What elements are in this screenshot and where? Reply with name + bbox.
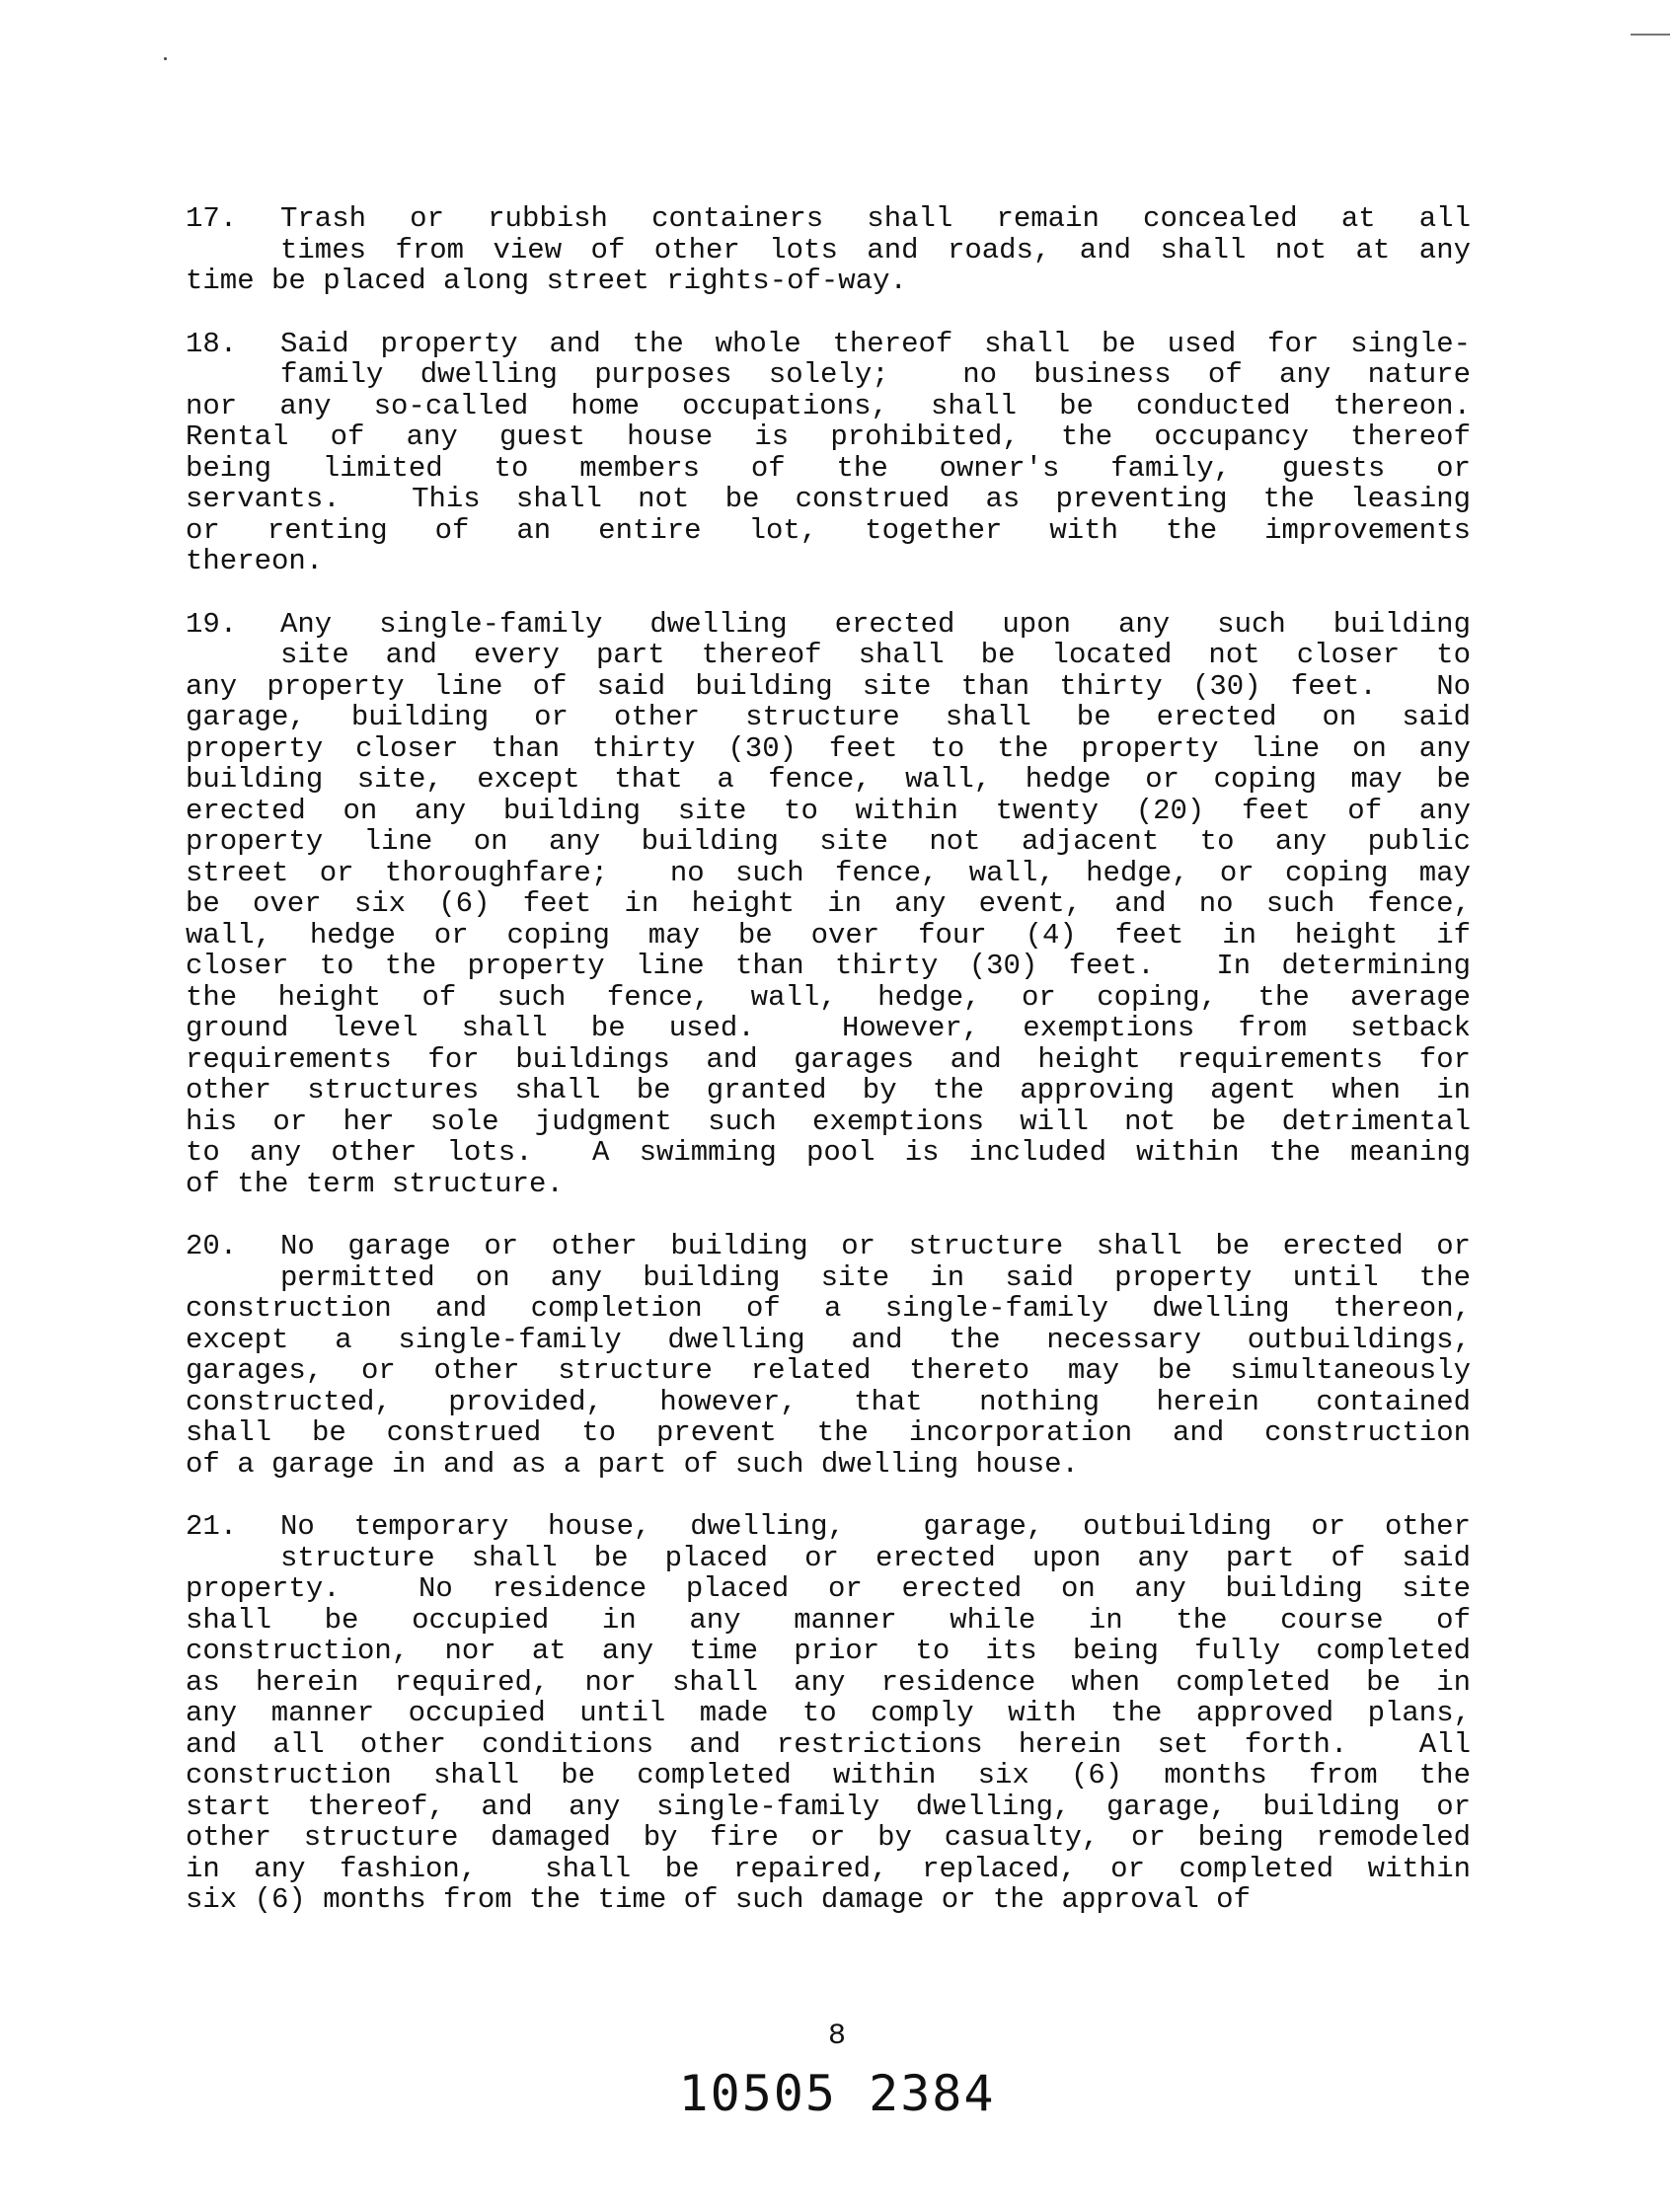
paragraph-number: 17. (186, 202, 238, 235)
paragraph-line: be over six (6) feet in height in any event, and no such fence, (186, 887, 1471, 920)
paragraph-line: any manner occupied until made to comply with the approved plans, (186, 1697, 1471, 1729)
paragraph-18 (186, 329, 1471, 577)
paragraph-line: and all other conditions and restrictions herein set forth. All (186, 1727, 1471, 1761)
paragraph-line: constructed, provided, however, that nothing herein contained (186, 1385, 1471, 1418)
paragraph-line: construction and completion of a single-family dwelling thereon, (186, 1292, 1471, 1325)
paragraph-line-text: No temporary house, dwelling, garage, outbuilding or other (280, 1510, 1471, 1543)
paragraph-first-line (186, 329, 1471, 360)
paragraph-number: 20. (186, 1230, 238, 1262)
paragraph-line: his or her sole judgment such exemptions will not be detrimental (186, 1105, 1471, 1138)
paragraph-line: nor any so-called home occupations, shall be conducted thereon. (186, 389, 1471, 422)
paragraph-line: Rental of any guest house is prohibited, the occupancy thereof (186, 420, 1471, 453)
paragraph-line: as herein required, nor shall any residence when completed be in (186, 1665, 1471, 1699)
paragraph-line: in any fashion, shall be repaired, replaced, or completed within (186, 1852, 1471, 1885)
paragraph-line: garage, building or other structure shall be erected on said (186, 701, 1471, 733)
paragraph-line: other structure damaged by fire or by casualty, or being remodeled (186, 1821, 1471, 1854)
page-number: 8 (827, 2020, 846, 2053)
record-stamp: 10505 2384 (678, 2065, 996, 2122)
paragraph-line: to any other lots. A swimming pool is included within the meaning (186, 1136, 1471, 1169)
paragraph-line: servants. This shall not be construed as preventing the leasing (186, 483, 1471, 515)
paragraph-line: permitted on any building site in said property until the (280, 1260, 1471, 1294)
paragraph-line: wall, hedge or coping may be over four (4) feet in height if (186, 918, 1471, 952)
paragraph-line: closer to the property line than thirty (30) feet. In determining (186, 950, 1471, 982)
paragraph-17 (186, 203, 1471, 297)
paragraph-line: shall be construed to prevent the incorporation and construction (186, 1416, 1471, 1449)
scan-mark (1631, 34, 1670, 36)
paragraph-line: building site, except that a fence, wall, hedge or coping may be (186, 763, 1471, 796)
paragraph-line: requirements for buildings and garages and height requirements for (186, 1042, 1471, 1076)
paragraph-first-line (186, 1231, 1471, 1262)
paragraph-number: 21. (186, 1510, 238, 1543)
paragraph-line: of the term structure. (186, 1167, 564, 1200)
paragraph-line: erected on any building site to within twenty (20) feet of any (186, 794, 1471, 827)
paragraph-line: property line on any building site not adjacent to any public (186, 825, 1471, 858)
paragraph-line: of a garage in and as a part of such dwelling house. (186, 1447, 1079, 1481)
paragraph-line: shall be occupied in any manner while in the course of (186, 1603, 1471, 1637)
paragraph-line: times from view of other lots and roads, and shall not at any (280, 233, 1471, 267)
paragraph-line: family dwelling purposes solely; no business of any nature (280, 358, 1471, 391)
paragraph-line: any property line of said building site than thirty (30) feet. No (186, 669, 1471, 703)
paragraph-line: site and every part thereof shall be located not closer to (280, 639, 1471, 671)
paragraph-21 (186, 1511, 1471, 1916)
paragraph-line: street or thoroughfare; no such fence, wall, hedge, or coping may (186, 856, 1471, 889)
paragraph-line: the height of such fence, wall, hedge, or coping, the average (186, 980, 1471, 1014)
paragraph-line: being limited to members of the owner's family, guests or (186, 451, 1471, 485)
paragraph-line-text: No garage or other building or structure shall be erected or (280, 1230, 1471, 1262)
paragraph-line: thereon. (186, 545, 324, 577)
paragraph-first-line (186, 609, 1471, 641)
document-body (186, 203, 1471, 1947)
scan-speck (164, 57, 167, 60)
paragraph-line-text: Any single-family dwelling erected upon any such building (280, 607, 1471, 641)
paragraph-first-line (186, 203, 1471, 235)
paragraph-line: construction shall be completed within six (6) months from the (186, 1759, 1471, 1792)
paragraph-number: 18. (186, 327, 238, 360)
paragraph-line: start thereof, and any single-family dwelling, garage, building or (186, 1790, 1471, 1823)
paragraph-line: property closer than thirty (30) feet to the property line on any (186, 731, 1471, 765)
paragraph-line-text: Said property and the whole thereof shall be used for single- (280, 327, 1471, 360)
paragraph-line: ground level shall be used. However, exemptions from setback (186, 1012, 1471, 1044)
paragraph-line: other structures shall be granted by the approving agent when in (186, 1074, 1471, 1106)
paragraph-line: garages, or other structure related thereto may be simultaneously (186, 1354, 1471, 1387)
paragraph-line: six (6) months from the time of such damage or the approval of (186, 1883, 1251, 1916)
paragraph-line: property. No residence placed or erected on any building site (186, 1572, 1471, 1605)
paragraph-line-text: Trash or rubbish containers shall remain concealed at all (280, 202, 1471, 235)
paragraph-line: structure shall be placed or erected upon any part of said (280, 1541, 1471, 1574)
paragraph-20 (186, 1231, 1471, 1480)
paragraph-19 (186, 609, 1471, 1200)
paragraph-line: construction, nor at any time prior to its being fully completed (186, 1635, 1471, 1667)
paragraph-line: or renting of an entire lot, together with the improvements (186, 513, 1471, 547)
paragraph-first-line (186, 1511, 1471, 1543)
paragraph-number: 19. (186, 607, 238, 641)
paragraph-line: time be placed along street rights-of-way. (186, 265, 907, 297)
paragraph-line: except a single-family dwelling and the necessary outbuildings, (186, 1323, 1471, 1356)
